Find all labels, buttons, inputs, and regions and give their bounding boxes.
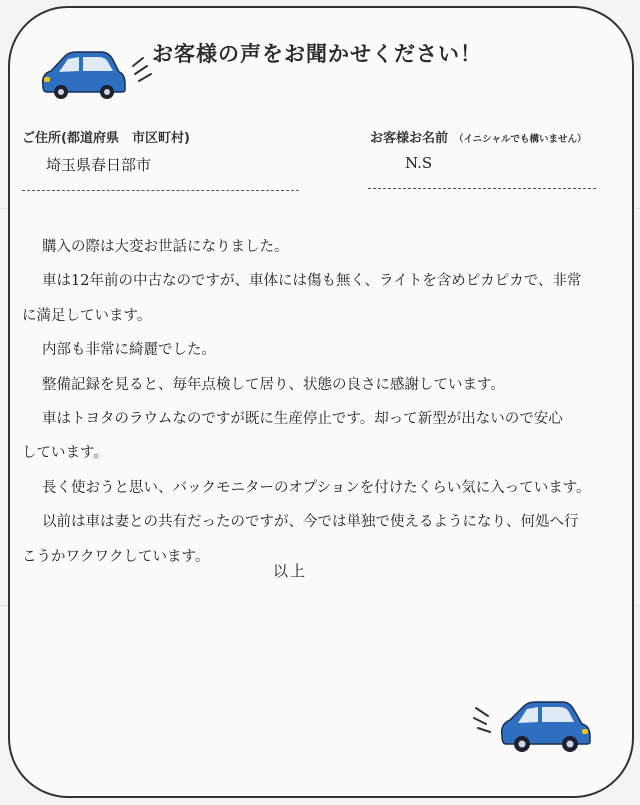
body-line: 購入の際は大変お世話になりました。 bbox=[42, 239, 289, 255]
body-line: 車はトヨタのラウムなのですが既に生産停止です。却って新型が出ないので安心 bbox=[42, 411, 563, 428]
car-icon-bottom bbox=[472, 694, 600, 758]
testimonial-body bbox=[22, 230, 612, 574]
body-line: こうかワクワクしています。 bbox=[22, 548, 210, 565]
address-label: ご住所(都道府県 市区町村) bbox=[22, 131, 190, 146]
closing-text: 以上 bbox=[273, 562, 308, 580]
page-title: お客様の声をお聞かせください！ bbox=[152, 42, 482, 66]
body-line: 長く使おうと思い、バックモニターのオプションを付けたくらい気に入っています。 bbox=[42, 479, 591, 496]
name-value: N.S bbox=[405, 154, 433, 172]
body-line: 内部も非常に綺麗でした。 bbox=[42, 342, 216, 359]
name-label-note: （イニシャルでも構いません） bbox=[454, 134, 587, 145]
name-label-text: お客様お名前 bbox=[370, 131, 449, 146]
car-icon-top bbox=[35, 46, 155, 106]
body-line: 整備記録を見ると、毎年点検して居り、状態の良さに感謝しています。 bbox=[42, 376, 505, 393]
body-line: に満足しています。 bbox=[22, 307, 152, 324]
name-underline bbox=[368, 188, 596, 189]
address-underline bbox=[22, 190, 299, 191]
body-line: 以前は車は妻との共有だったのですが、今では単独で使えるようになり、何処へ行 bbox=[42, 514, 579, 531]
name-label bbox=[370, 127, 586, 146]
address-value: 埼玉県春日部市 bbox=[46, 156, 152, 174]
body-line: しています。 bbox=[22, 445, 108, 462]
body-line: 車は12年前の中古なのですが、車体には傷も無く、ライトを含めピカピカで、非常 bbox=[42, 273, 582, 290]
